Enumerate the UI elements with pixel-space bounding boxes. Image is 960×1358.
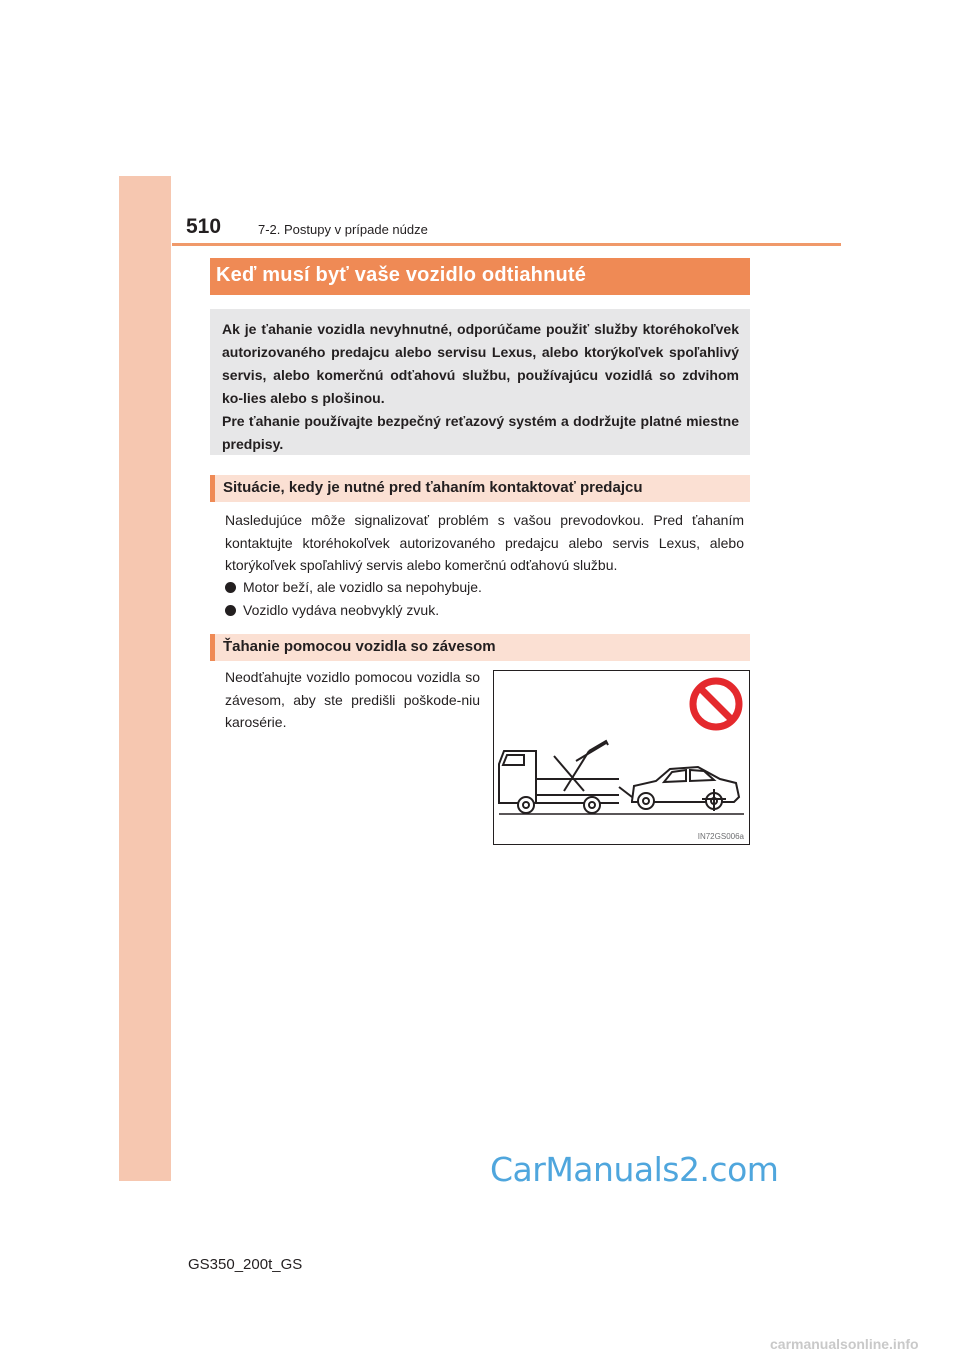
- intro-box: [210, 309, 750, 455]
- list-item-text: Vozidlo vydáva neobvyklý zvuk.: [243, 602, 440, 618]
- car-icon: [632, 767, 739, 811]
- prohibition-icon: [693, 681, 739, 727]
- footer-site: carmanualsonline.info: [770, 1336, 919, 1352]
- figure-code: IN72GS006a: [697, 832, 744, 841]
- list-item: [225, 577, 482, 597]
- page-number: 510: [186, 215, 222, 238]
- section-heading-dealer: [210, 475, 750, 502]
- intro-paragraph-1: Ak je ťahanie vozidla nevyhnutné, odporúčame použiť služby ktoréhokoľvek autorizovaného predajcu alebo servisu Lexus, alebo ktorýkoľvek spoľahlivý servis, alebo komerčnú odťahovú službu, používajúcu vozidlá so zdvihom ko-lies alebo s plošinou.: [222, 321, 739, 406]
- bullet-icon: [225, 605, 236, 616]
- section-heading-sling-tow: [210, 634, 750, 661]
- tow-truck-icon: [499, 741, 632, 813]
- page-title: Keď musí byť vaše vozidlo odtiahnuté: [216, 264, 587, 286]
- bullet-icon: [225, 582, 236, 593]
- section-label: 7-2. Postupy v prípade núdze: [258, 222, 428, 237]
- list-item-text: Motor beží, ale vozidlo sa nepohybuje.: [243, 579, 482, 595]
- section-dealer-text: Nasledujúce môže signalizovať problém s vašou prevodovkou. Pred ťahaním kontaktujte ktoréhokoľvek autorizovaného predajcu alebo servis Lexus, alebo ktorýkoľvek spoľahlivý servis alebo komerčnú odťahovú službu.: [225, 512, 744, 573]
- section-heading-sling-tow-text: Ťahanie pomocou vozidla so závesom: [223, 638, 496, 655]
- page-title-bar: [210, 258, 750, 295]
- intro-paragraph-2: Pre ťahanie používajte bezpečný reťazový systém a dodržujte platné miestne predpisy.: [222, 413, 739, 452]
- header-divider: [172, 243, 841, 246]
- list-item: [225, 600, 439, 620]
- side-tab-strip: [119, 176, 171, 1181]
- watermark-logo: CarManuals2.com: [490, 1150, 779, 1189]
- section-heading-dealer-text: Situácie, kedy je nutné pred ťahaním kontaktovať predajcu: [223, 479, 643, 496]
- section-sling-tow-text: Neodťahujte vozidlo pomocou vozidla so závesom, aby ste predišli poškode-niu karosérie.: [225, 669, 480, 730]
- tow-illustration: [493, 670, 750, 845]
- footer-model-code: GS350_200t_GS: [188, 1256, 303, 1273]
